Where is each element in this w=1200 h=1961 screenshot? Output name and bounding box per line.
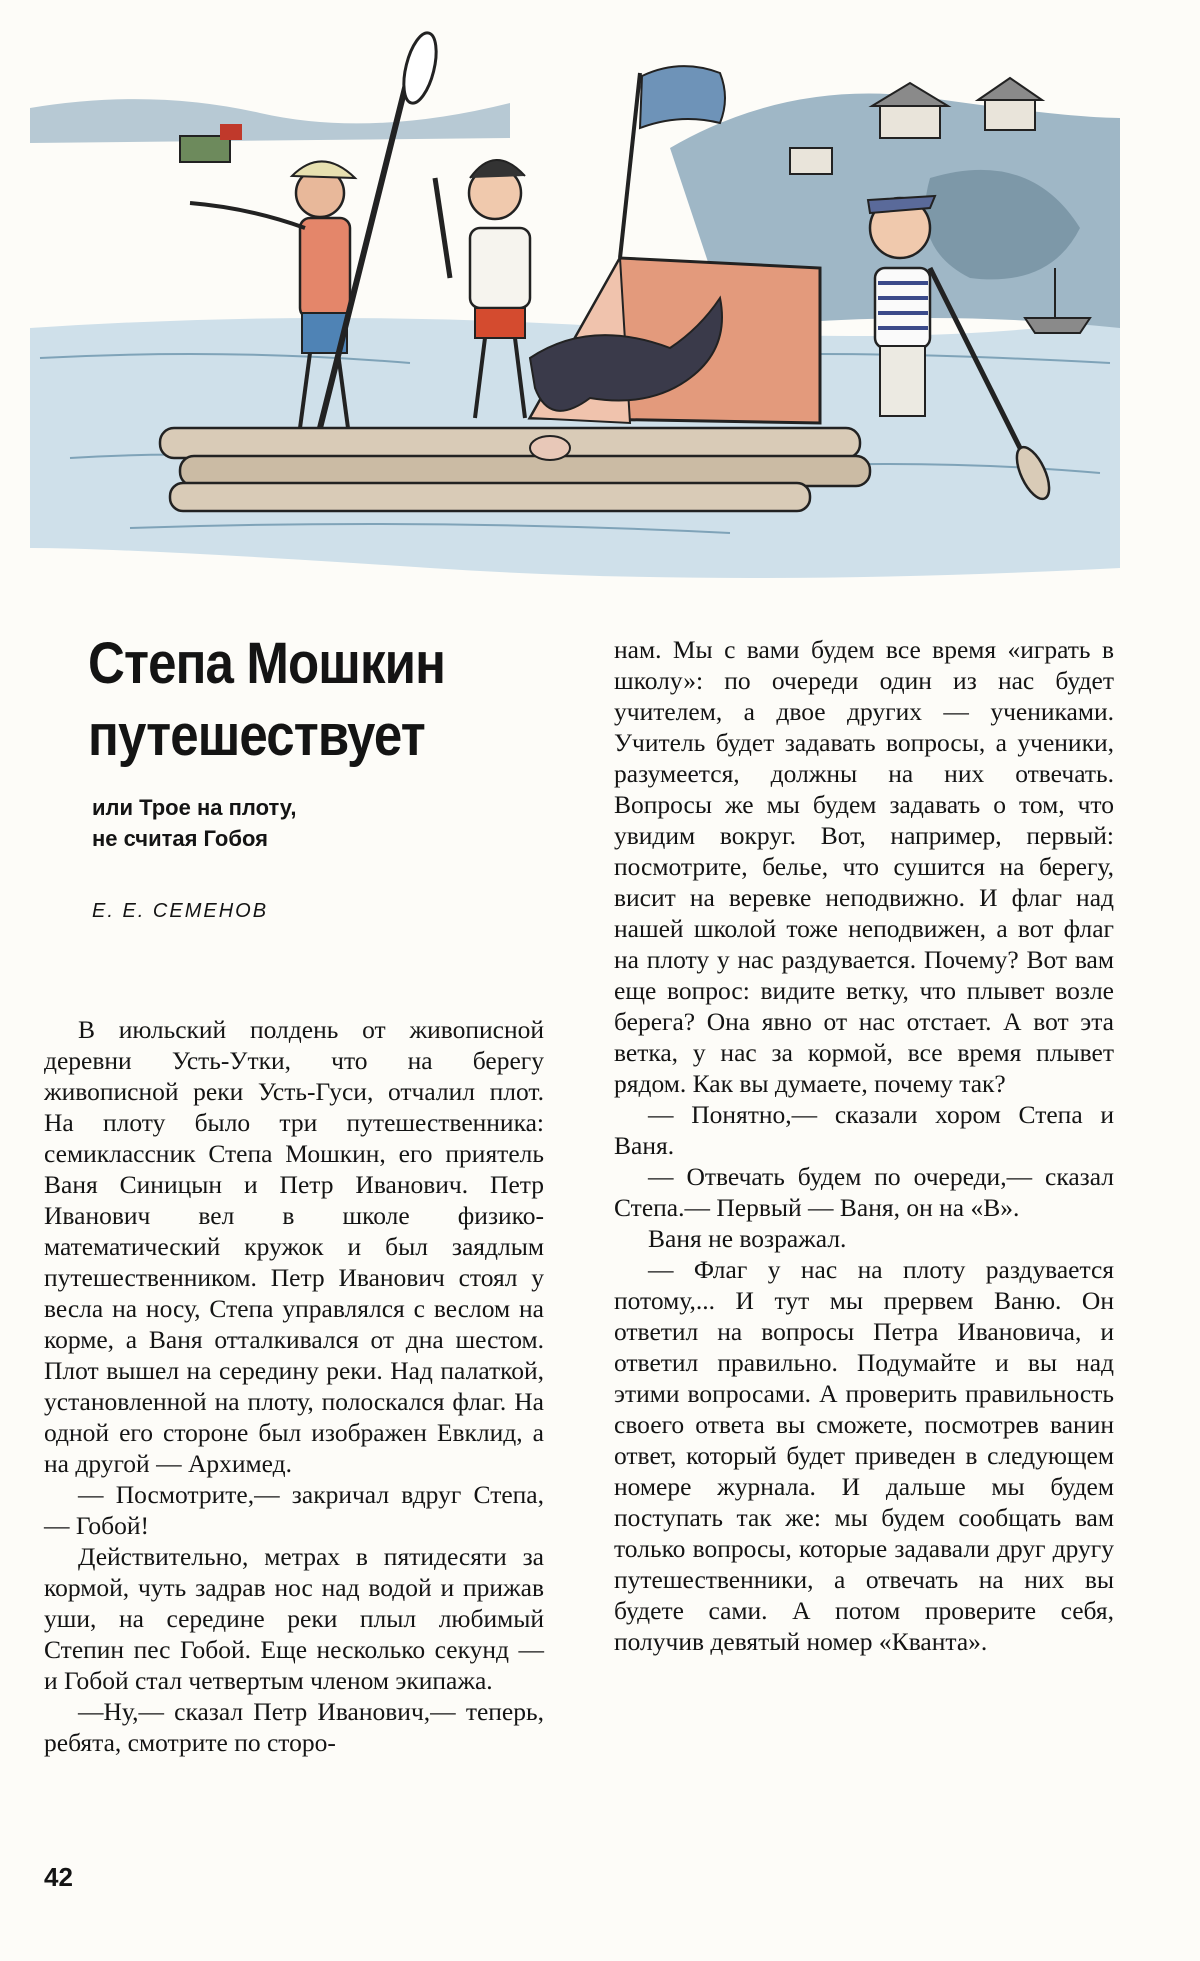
title-line: Степа Мошкин <box>88 631 446 696</box>
raft-illustration-icon <box>30 28 1120 588</box>
subtitle-line: или Трое на плоту, <box>92 795 297 820</box>
paragraph: — Понятно,— сказали хором Степа и Ваня. <box>614 1100 1114 1160</box>
paragraph: В июльский полдень от живописной деревни Усть-Утки, что на берегу живописной реки Усть-Гуси, отчалил плот. На плоту было три путешественника: семиклассник Степа Мошкин, его приятель Ваня Синицын и Петр Иванович. Петр Иванович вел в школе физико-математический кружок и был заядлым путешественником. Петр Иванович стоял у весла на носу, Степа управлялся с веслом на корме, а Ваня отталкивался от дна шестом. Плот вышел на середину реки. Над палаткой, установленной на плоту, полоскался флаг. На одной его стороне был изображен Евклид, а на другой — Архимед. <box>44 1015 544 1478</box>
text-column-left <box>44 1014 544 1758</box>
article-author: Е. Е. СЕМЕНОВ <box>92 900 269 922</box>
article-subtitle <box>92 792 492 854</box>
subtitle-line: не считая Гобоя <box>92 826 268 851</box>
paragraph: —Ну,— сказал Петр Иванович,— теперь, ребята, смотрите по сторо- <box>44 1697 544 1757</box>
paragraph: Действительно, метрах в пятидесяти за кормой, чуть задрав нос над водой и прижав уши, на середине реки плыл любимый Степин пес Гобой. Еще несколько секунд — и Гобой стал четвертым членом экипажа. <box>44 1542 544 1695</box>
paragraph: — Флаг у нас на плоту раздувается потому,... И тут мы прервем Ваню. Он ответил на вопросы Петра Ивановича, и ответил правильно. Подумайте и вы над этими вопросами. А проверить правильность своего ответа вы сможете, посмотрев ванин ответ, который будет приведен в следующем номере журнала. И дальше мы будем поступать так же: мы будем сообщать вам только вопросы, которые задавали друг другу путешественники, а отвечать на них вы будете сами. А потом проверите себя, получив девятый номер «Кванта». <box>614 1255 1114 1656</box>
paragraph: — Посмотрите,— закричал вдруг Степа,— Гобой! <box>44 1480 544 1540</box>
paragraph: — Отвечать будем по очереди,— сказал Степа.— Первый — Ваня, он на «В». <box>614 1162 1114 1222</box>
text-column-right <box>614 634 1114 1657</box>
title-line: путешествует <box>88 703 425 768</box>
article-title <box>88 628 546 772</box>
raft-illustration <box>30 28 1120 588</box>
paragraph: Ваня не возражал. <box>648 1224 847 1253</box>
page-number: 42 <box>44 1862 73 1892</box>
paragraph: нам. Мы с вами будем все время «играть в школу»: по очереди один из нас будет учителем, а двое других — учениками. Учитель будет задавать вопросы, а ученики, разумеется, должны на них отвечать. Вопросы же мы будем задавать о том, что увидим вокруг. Вот, например, первый: посмотрите, белье, что сушится на берегу, висит на веревке неподвижно. И флаг над нашей школой тоже неподвижен, а вот флаг на плоту у нас раздувается. Почему? Вот вам еще вопрос: видите ветку, что плывет возле берега? Она явно от нас отстает. А вот эта ветка, у нас за кормой, все время плывет рядом. Как вы думаете, почему так? <box>614 635 1114 1098</box>
